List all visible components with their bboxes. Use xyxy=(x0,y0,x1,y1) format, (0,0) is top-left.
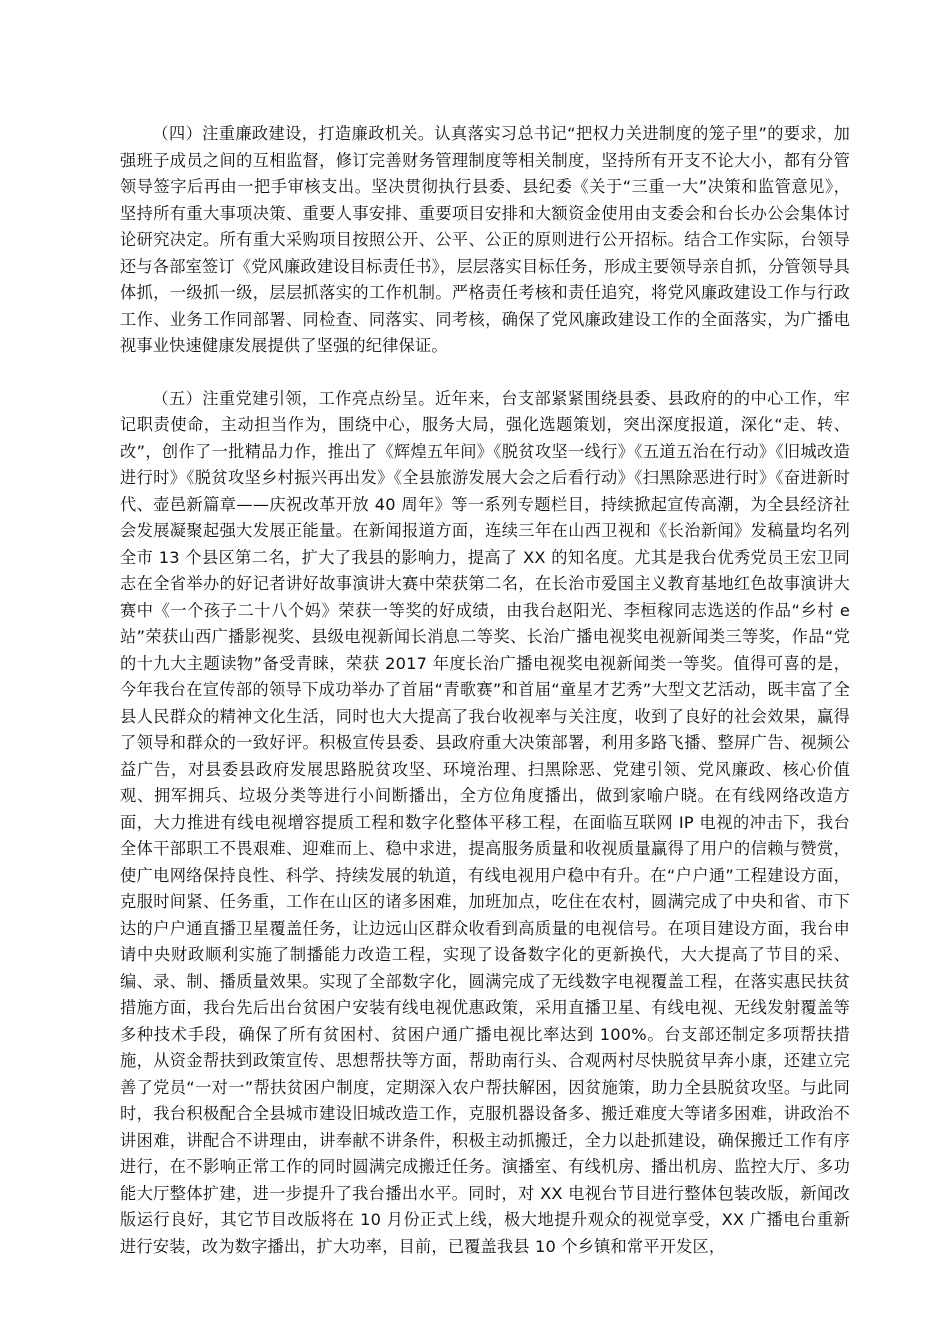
paragraph-anti-corruption: （四）注重廉政建设，打造廉政机关。认真落实习总书记“把权力关进制度的笼子里”的要求，加强班子成员之间的互相监督，修订完善财务管理制度等相关制度，坚持所有开支不论大小，都有分管领导签字后再由一把手审核支出。坚决贯彻执行县委、县纪委《关于“三重一大”决策和监管意见》，坚持所有重大事项决策、重要人事安排、重要项目安排和大额资金使用由支委会和台长办公会集体讨论研究决定。所有重大采购项目按照公开、公平、公正的原则进行公开招标。结合工作实际，台领导还与各部室签订《党风廉政建设目标责任书》，层层落实目标任务，形成主要领导亲自抓，分管领导具体抓，一级抓一级，层层抓落实的工作机制。严格责任考核和责任追究，将党风廉政建设工作与行政工作、业务工作同部署、同检查、同落实、同考核，确保了党风廉政建设工作的全面落实，为广播电视事业快速健康发展提供了坚强的纪律保证。 xyxy=(120,124,850,355)
document-body xyxy=(120,121,850,1260)
paragraph-party-building: （五）注重党建引领，工作亮点纷呈。近年来，台支部紧紧围绕县委、县政府的的中心工作，牢记职责使命，主动担当作为，围绕中心，服务大局，强化选题策划，突出深度报道，深化“走、转、改”，创作了一批精品力作，推出了《辉煌五年间》《脱贫攻坚一线行》《五道五治在行动》《旧城改造进行时》《脱贫攻坚乡村振兴再出发》《全县旅游发展大会之后看行动》《扫黑除恶进行时》《奋进新时代、壶邑新篇章——庆祝改革开放 40 周年》等一系列专题栏目，持续掀起宣传高潮，为全县经济社会发展凝聚起强大发展正能量。在新闻报道方面，连续三年在山西卫视和《长治新闻》发稿量均名列全市 13 个县区第二名，扩大了我县的影响力，提高了 XX 的知名度。尤其是我台优秀党员王宏卫同志在全省举办的好记者讲好故事演讲大赛中荣获第二名，在长治市爱国主义教育基地红色故事演讲大赛中《一个孩子二十八个妈》荣获一等奖的好成绩，由我台赵阳光、李桓稼同志选送的作品“乡村 e 站”荣获山西广播影视奖、县级电视新闻长消息二等奖、长治广播电视奖电视新闻类三等奖，作品“党的十九大主题读物”备受青睐，荣获 2017 年度长治广播电视奖电视新闻类一等奖。值得可喜的是，今年我台在宣传部的领导下成功举办了首届“青歌赛”和首届“童星才艺秀”大型文艺活动，既丰富了全县人民群众的精神文化生活，同时也大大提高了我台收视率与关注度，收到了良好的社会效果，赢得了领导和群众的一致好评。积极宣传县委、县政府重大决策部署，利用多路飞播、整屏广告、视频公益广告，对县委县政府发展思路脱贫攻坚、环境治理、扫黑除恶、党建引领、党风廉政、核心价值观、拥军拥兵、垃圾分类等进行小间断播出，全方位角度播出，做到家喻户晓。在有线网络改造方面，大力推进有线电视增容提质工程和数字化整体平移工程，在面临互联网 IP 电视的冲击下，我台全体干部职工不畏艰难、迎难而上、稳中求进，提高服务质量和收视质量赢得了用户的信赖与赞赏，使广电网络保持良性、科学、持续发展的轨道，有线电视用户稳中有升。在“户户通”工程建设方面，克服时间紧、任务重，工作在山区的诸多困难，加班加点，吃住在农村，圆满完成了中央和省、市下达的户户通直播卫星覆盖任务，让边远山区群众收看到高质量的电视信号。在项目建设方面，我台申请中央财政顺利实施了制播能力改造工程，实现了设备数字化的更新换代，大大提高了节目的采、编、录、制、播质量效果。实现了全部数字化，圆满完成了无线数字电视覆盖工程，在落实惠民扶贫措施方面，我台先后出台贫困户安装有线电视优惠政策，采用直播卫星、有线电视、无线发射覆盖等多种技术手段，确保了所有贫困村、贫困户通广播电视比率达到 100%。台支部还制定多项帮扶措施，从资金帮扶到政策宣传、思想帮扶等方面，帮助南行头、合观两村尽快脱贫早奔小康，还建立完善了党员“一对一”帮扶贫困户制度，定期深入农户帮扶解困，因贫施策，助力全县脱贫攻坚。与此同时，我台积极配合全县城市建设旧城改造工作，克服机器设备多、搬迁难度大等诸多困难，讲政治不讲困难，讲配合不讲理由，讲奉献不讲条件，积极主动抓搬迁，全力以赴抓建设，确保搬迁工作有序进行，在不影响正常工作的同时圆满完成搬迁任务。演播室、有线机房、播出机房、监控大厅、多功能大厅整体扩建，进一步提升了我台播出水平。同时，对 XX 电视台节目进行整体包装改版，新闻改版运行良好，其它节目改版将在 10 月份正式上线，极大地提升观众的视觉享受，XX 广播电台重新进行安装，改为数字播出，扩大功率，目前，已覆盖我县 10 个乡镇和常平开发区， xyxy=(120,388,850,1256)
